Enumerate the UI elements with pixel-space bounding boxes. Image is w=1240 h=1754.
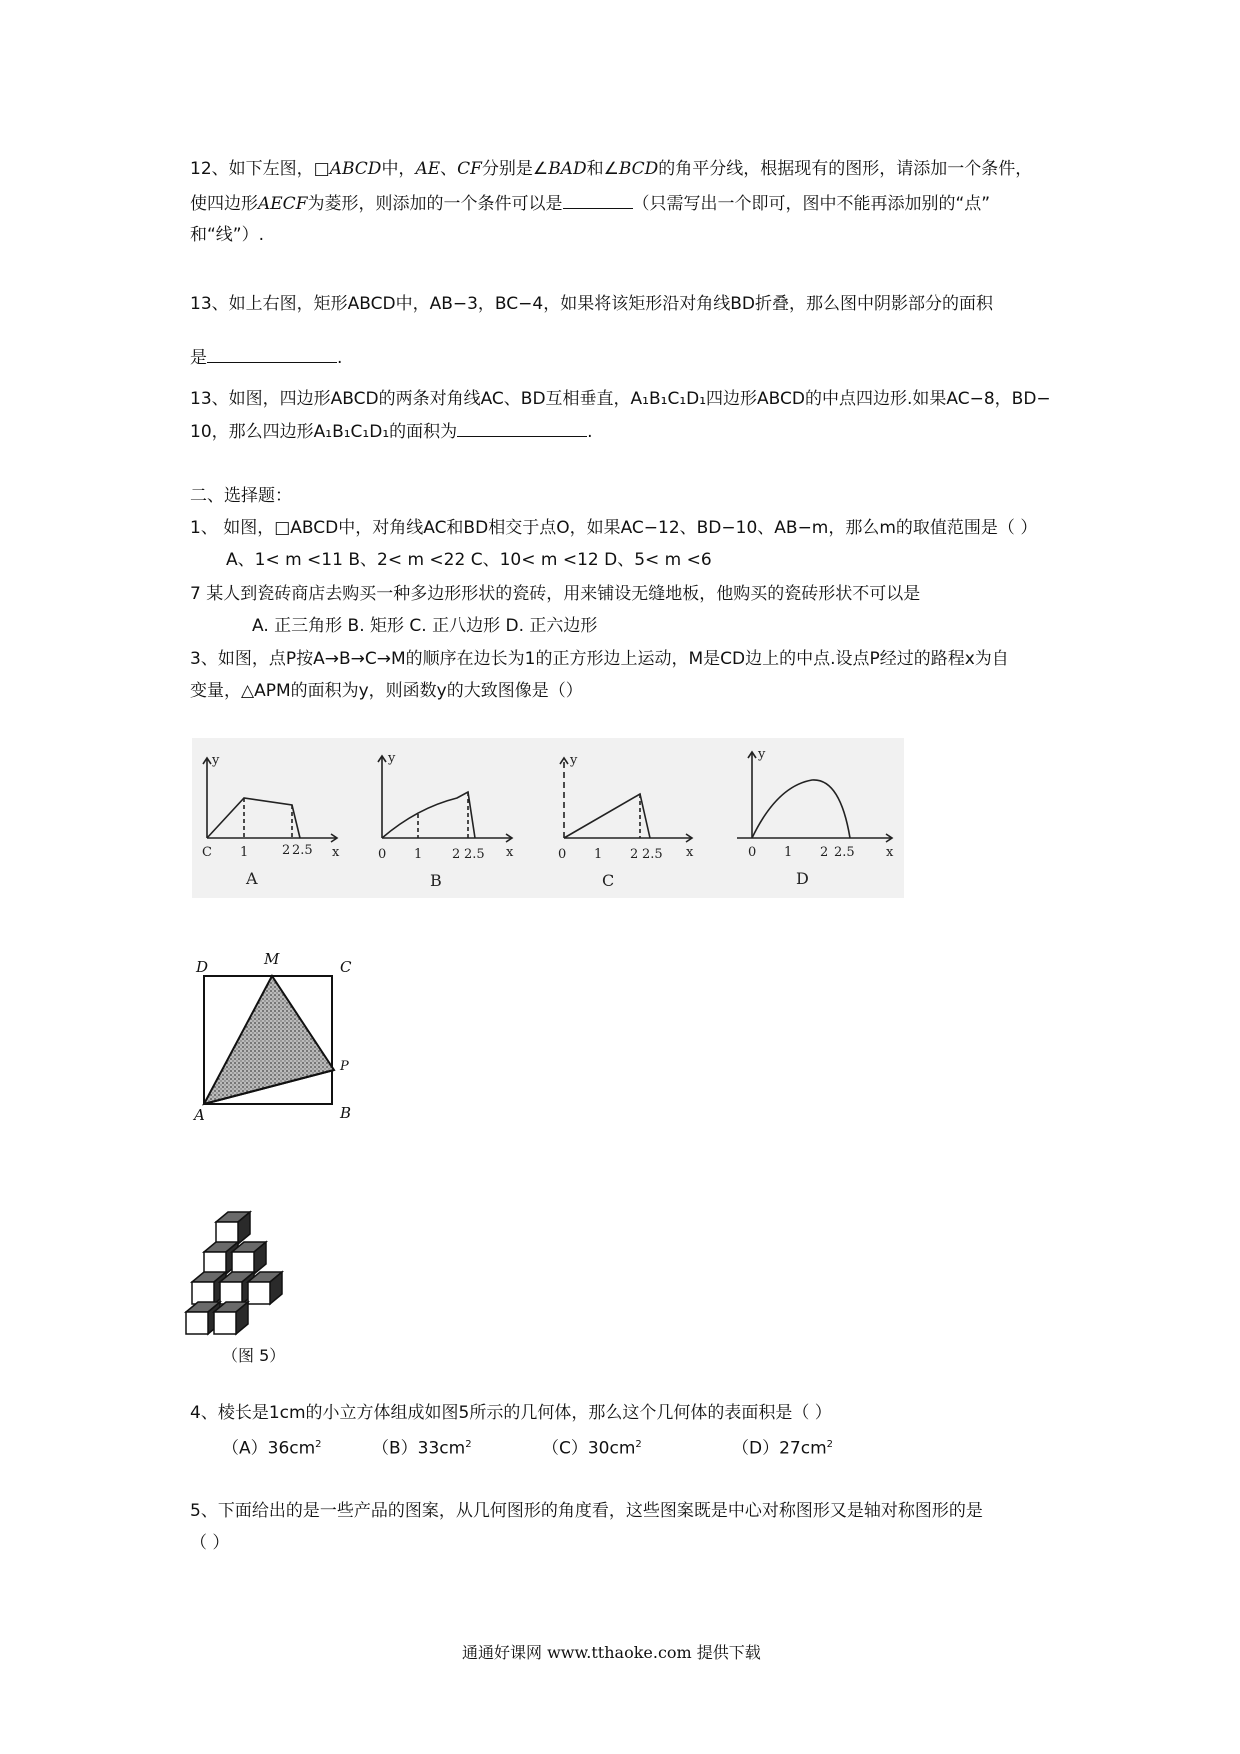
q13a-line1: 13、如上右图，矩形ABCD中，AB−3，BC−4，如果将该矩形沿对角线BD折叠，那么图中阴影部分的面积: [190, 294, 993, 314]
q4-option-b: $(B)33cm^2$: [372, 1438, 472, 1459]
q4-option-d: $(D)27cm^2$: [732, 1438, 834, 1459]
graph-d-tick-2: 2: [820, 845, 829, 860]
footer: 通通好课网 www.tthaoke.com 提供下载: [462, 1643, 761, 1662]
graph-b-tick-2: 2: [452, 847, 461, 862]
graph-a-origin: C: [202, 845, 212, 860]
q12-line2: 使四边形AECF为菱形，则添加的一个条件可以是 （只需写出一个即可，图中不能再添加别的“点”: [190, 194, 991, 214]
q13a-line2: 是 .: [190, 348, 343, 368]
vertex-m: M: [264, 950, 280, 968]
q3-line1: 3、如图，点P按A→B→C→M的顺序在边长为1的正方形边上运动，M是CD边上的中点.设点P经过的路程x为自: [190, 649, 1009, 669]
q5-line1: 5、下面给出的是一些产品的图案，从几何图形的角度看，这些图案既是中心对称图形又是轴对称图形的是: [190, 1501, 983, 1521]
graph-b-x-label: x: [506, 845, 514, 860]
q3-line2: 变量，△APM的面积为y，则函数y的大致图像是（）: [190, 681, 583, 701]
q5-line2: （ ）: [190, 1533, 230, 1553]
graph-a-x-label: x: [332, 845, 340, 860]
graph-b-tick-25: 2.5: [464, 847, 485, 862]
answer-blank: [563, 192, 633, 209]
section-heading: 二、选择题：: [190, 486, 292, 506]
square-apm-figure: [190, 946, 370, 1124]
graph-c-y-label: y: [570, 753, 578, 768]
q4-stem: 4、棱长是1cm的小立方体组成如图5所示的几何体，那么这个几何体的表面积是（ ）: [190, 1403, 832, 1423]
cubes-figure: [186, 1210, 306, 1342]
graph-a-y-label: y: [212, 753, 220, 768]
graph-c-caption: C: [602, 871, 615, 890]
q12-line1: 12、如下左图，□ABCD中，AE、CF分别是∠BAD和∠BCD的角平分线，根据现有的图形，请添加一个条件，: [190, 159, 1033, 179]
function-graphs-figure: [192, 738, 904, 898]
graph-d-y-label: y: [758, 747, 766, 762]
q4-option-c: $(C)30cm^2$: [542, 1438, 642, 1459]
q12-line3: 和“线”）.: [190, 225, 265, 245]
graph-d-caption: D: [796, 869, 809, 888]
graph-c-origin: 0: [558, 847, 567, 862]
graph-c-tick-25: 2.5: [642, 847, 663, 862]
graph-a-tick-2: 2: [282, 843, 291, 858]
vertex-p: P: [340, 1059, 349, 1074]
graph-a-caption: A: [246, 869, 258, 888]
graph-d-origin: 0: [748, 845, 757, 860]
graph-c-tick-1: 1: [594, 847, 603, 862]
q1-options: A、1< m <11 B、2< m <22 C、10< m <12 D、5< m <6: [226, 550, 712, 570]
q13b-line2: 10，那么四边形A₁B₁C₁D₁的面积为 .: [190, 422, 593, 442]
q4-option-a: $(A)36cm^2$: [222, 1438, 322, 1459]
graph-d-x-label: x: [886, 845, 894, 860]
q13b-line1: 13、如图，四边形ABCD的两条对角线AC、BD互相垂直，A₁B₁C₁D₁四边形ABCD的中点四边形.如果AC−8，BD−: [190, 389, 1051, 409]
vertex-b: B: [340, 1104, 352, 1122]
q7-options: A. 正三角形 B. 矩形 C. 正八边形 D. 正六边形: [252, 616, 598, 636]
graph-c-x-label: x: [686, 845, 694, 860]
vertex-a: A: [194, 1106, 205, 1124]
vertex-c: C: [340, 958, 352, 976]
graph-c-tick-2: 2: [630, 847, 639, 862]
graph-b-caption: B: [430, 871, 442, 890]
vertex-d: D: [196, 958, 209, 976]
graph-b-origin: 0: [378, 847, 387, 862]
graph-b-y-label: y: [388, 751, 396, 766]
graph-a-tick-1: 1: [240, 845, 249, 860]
graph-d-tick-25: 2.5: [834, 845, 855, 860]
q7-stem: 7 某人到瓷砖商店去购买一种多边形形状的瓷砖，用来铺设无缝地板，他购买的瓷砖形状不可以是: [190, 584, 921, 604]
answer-blank: [207, 346, 337, 363]
graph-a-tick-25: 2.5: [292, 843, 313, 858]
q1-stem: 1、 如图，□ABCD中，对角线AC和BD相交于点O，如果AC−12、BD−10、AB−m，那么m的取值范围是（ ）: [190, 518, 1038, 538]
graph-b-tick-1: 1: [414, 847, 423, 862]
graph-d-tick-1: 1: [784, 845, 793, 860]
cubes-caption: （图 5）: [222, 1346, 286, 1365]
answer-blank: [457, 420, 587, 437]
